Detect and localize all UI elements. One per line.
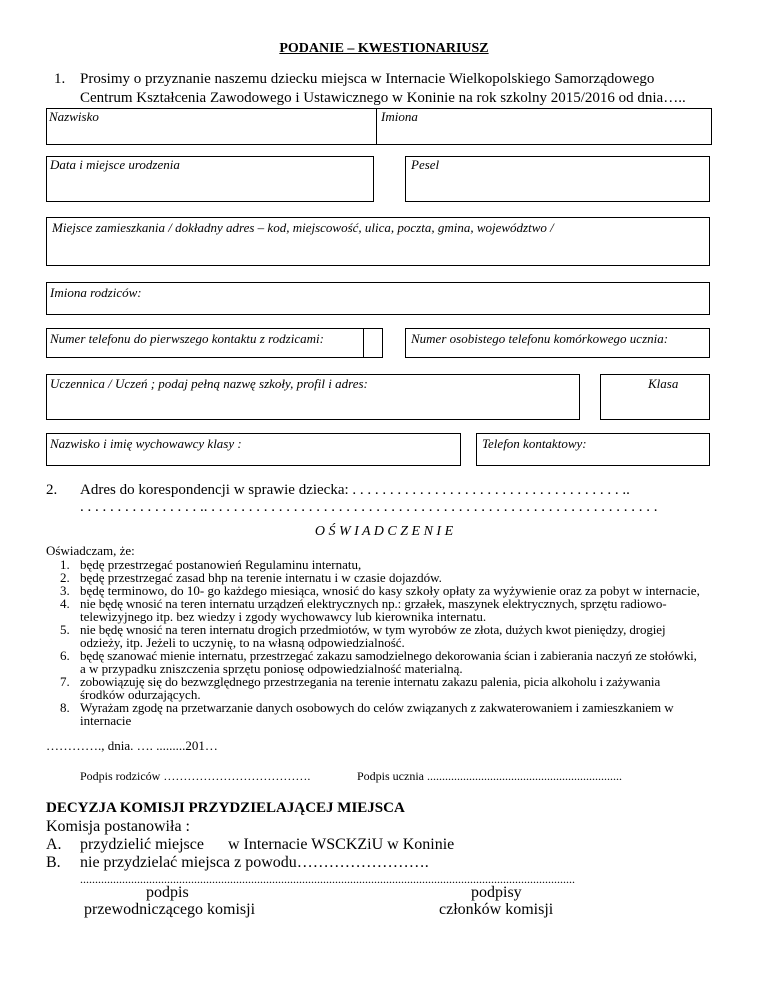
section-2-line1: Adres do korespondencji w sprawie dziecka: . . . . . . . . . . . . . . . . . . . . . . . . . . . . . . . . . . . . ..	[80, 482, 630, 498]
oswiadczenie-item-number: 4.	[60, 596, 70, 611]
oswiadczenie-item-text: odzieży, itp. Jeżeli to uczynię, to na własną odpowiedzialność.	[80, 635, 405, 650]
podpis-ucznia: Podpis ucznia .................................................................	[357, 769, 622, 783]
oswiadczenie-item-number: 6.	[60, 648, 70, 663]
wychowawca-label: Nazwisko i imię wychowawcy klasy :	[50, 436, 242, 451]
decyzja-a-letter: A.	[46, 836, 62, 853]
section-1-number: 1.	[54, 71, 66, 87]
podpisy-czlonkow-1: podpisy	[471, 884, 522, 901]
oswiadczenie-item-text: zobowiązuję się do bezwzględnego przestrzegania na terenie internatu zakazu palenia, picia alkoholu i zażywania	[80, 674, 661, 689]
oswiadczenie-intro: Oświadczam, że:	[46, 543, 135, 558]
section-1-line2: Centrum Kształcenia Zawodowego i Ustawicznego w Koninie na rok szkolny 2015/2016 od dnia…..	[80, 90, 686, 106]
oswiadczenie-item-number: 7.	[60, 674, 70, 689]
nazwisko-label: Nazwisko	[49, 109, 99, 124]
oswiadczenie-item-text: będę terminowo, do 10- go każdego miesiąca, wnosić do kasy szkoły opłaty za wyżywienie oraz za pobyt w internacie,	[80, 583, 700, 598]
oswiadczenie-item-text: będę przestrzegać zasad bhp na terenie internatu i w czasie dojazdów.	[80, 570, 442, 585]
podpisy-czlonkow-2: członków komisji	[439, 901, 554, 918]
pesel-label: Pesel	[411, 157, 440, 172]
date-line: …………., dnia. …. .........201…	[46, 738, 218, 753]
podpis-przewodniczacego-2: przewodniczącego komisji	[84, 901, 256, 918]
section-2-line2: . . . . . . . . . . . . . . . . .. . . . . . . . . . . . . . . . . . . . . . . . . . . . . . . . . . . . . . . . . . . . . . . . . . . . . . . . . . . . .	[80, 499, 658, 515]
tel-rodzicow-divider	[363, 328, 364, 358]
data-urodzenia-label: Data i miejsce urodzenia	[50, 157, 180, 172]
tel-rodzicow-label: Numer telefonu do pierwszego kontaktu z rodzicami:	[50, 331, 324, 346]
nazwisko-divider	[376, 108, 377, 145]
oswiadczenie-item-number: 5.	[60, 622, 70, 637]
podpis-przewodniczacego-1: podpis	[146, 884, 189, 901]
imiona-rodzicow-label: Imiona rodziców:	[50, 285, 142, 300]
section-1-line1: Prosimy o przyznanie naszemu dziecku miejsca w Internacie Wielkopolskiego Samorządowego	[80, 71, 655, 87]
oswiadczenie-item-text: nie będę wnosić na teren internatu drogich przedmiotów, w tym wyrobów ze złota, dużych kwot pieniędzy, drogiej	[80, 622, 666, 637]
oswiadczenie-item-text: a w przypadku zniszczenia sprzętu poniosę odpowiedzialność materialną.	[80, 661, 463, 676]
imiona-rodzicow-box[interactable]	[46, 282, 710, 315]
oswiadczenie-item-text: będę przestrzegać postanowień Regulaminu internatu,	[80, 557, 362, 572]
oswiadczenie-item-text: telewizyjnego itp. bez wiedzy i zgody wychowawcy lub kierownika internatu.	[80, 609, 487, 624]
oswiadczenie-item-number: 2.	[60, 570, 70, 585]
decyzja-a-text: przydzielić miejsce w Internacie WSCKZiU w Koninie	[80, 836, 455, 853]
oswiadczenie-item-text: internacie	[80, 713, 132, 728]
adres-label: Miejsce zamieszkania / dokładny adres – kod, miejscowość, ulica, poczta, gmina, województwo /	[52, 220, 554, 235]
podpis-rodzicow: Podpis rodziców ……………………………….	[80, 769, 311, 783]
oswiadczenie-heading: O Ś W I A D C Z E N I E	[314, 524, 454, 539]
decyzja-b-text: nie przydzielać miejsca z powodu…………………….	[80, 854, 429, 871]
imiona-label: Imiona	[381, 109, 418, 124]
oswiadczenie-item-number: 1.	[60, 557, 70, 572]
telefon-kontaktowy-label: Telefon kontaktowy:	[482, 436, 587, 451]
oswiadczenie-item-text: będę szanować mienie internatu, przestrzegać zakazu samodzielnego dekorowania ścian i zabierania naczyń ze stołówki,	[80, 648, 697, 663]
section-2-number: 2.	[46, 482, 58, 498]
oswiadczenie-item-number: 3.	[60, 583, 70, 598]
decyzja-b-letter: B.	[46, 854, 61, 871]
oswiadczenie-item-text: nie będę wnosić na teren internatu urządzeń elektrycznych np.: grzałek, maszynek elektrycznych, sprzętu radiowo-	[80, 596, 667, 611]
decyzja-line1: Komisja postanowiła :	[46, 818, 190, 835]
tel-ucznia-label: Numer osobistego telefonu komórkowego ucznia:	[411, 331, 669, 346]
oswiadczenie-item-text: Wyrażam zgodę na przetwarzanie danych osobowych do celów związanych z zakwaterowaniem i zamieszkaniem w	[80, 700, 674, 715]
decyzja-heading: DECYZJA KOMISJI PRZYDZIELAJĄCEJ MIEJSCA	[46, 800, 405, 816]
pesel-box[interactable]	[405, 156, 710, 202]
decyzja-dots: .....................................................................................................................................................................	[80, 872, 575, 886]
oswiadczenie-item-text: środków odurzających.	[80, 687, 201, 702]
page-title: PODANIE – KWESTIONARIUSZ	[279, 41, 489, 56]
szkola-label: Uczennica / Uczeń ; podaj pełną nazwę szkoły, profil i adres:	[50, 376, 368, 391]
nazwisko-imiona-box[interactable]	[46, 108, 712, 145]
klasa-label: Klasa	[648, 376, 679, 391]
oswiadczenie-item-number: 8.	[60, 700, 70, 715]
